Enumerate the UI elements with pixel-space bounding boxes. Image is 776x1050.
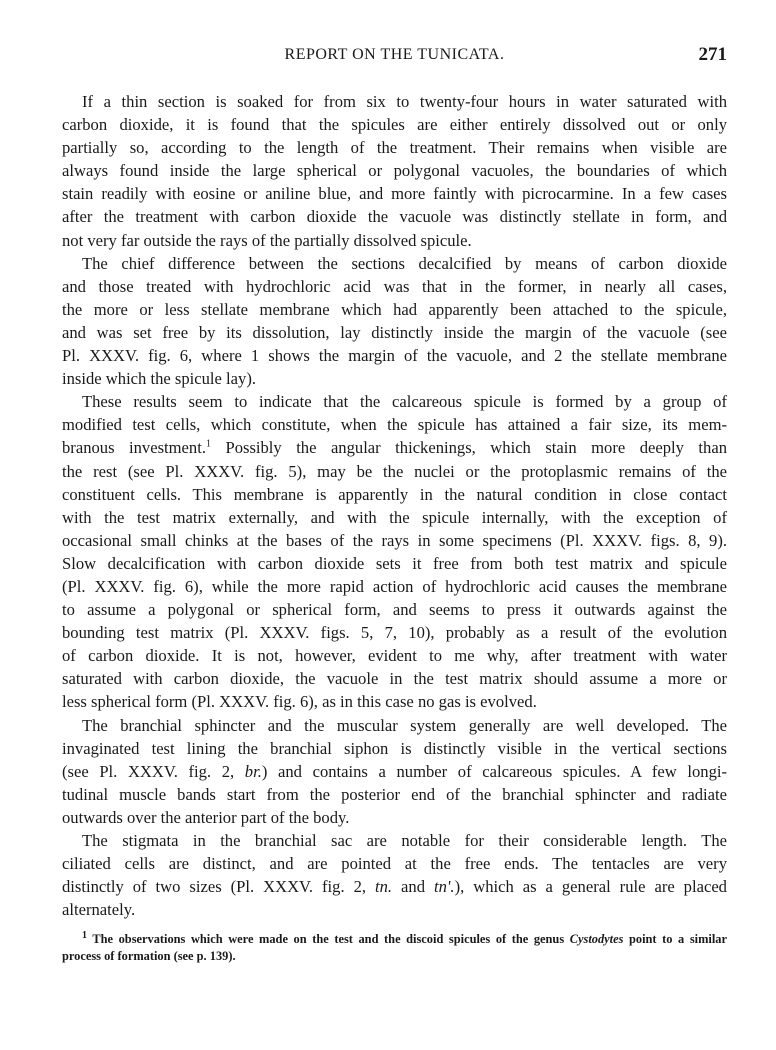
text-segment: the more or less stellate membrane which had apparently been attached to the spicule, xyxy=(62,299,727,319)
text-line xyxy=(62,621,727,644)
paragraph xyxy=(62,90,727,252)
text-line xyxy=(62,667,727,690)
text-line xyxy=(62,714,727,737)
text-segment: The observations which were made on the test and the discoid spicules of the genus xyxy=(87,932,570,946)
italic-text: tn. xyxy=(375,877,393,897)
text-segment: of carbon dioxide. It is not, however, evident to me why, after treatment with water xyxy=(62,646,727,666)
footnote-marker: 1 xyxy=(205,438,211,450)
text-line xyxy=(62,413,727,436)
text-line xyxy=(62,575,727,598)
text-segment: ) and contains a number of calcareous spicules. A few longi- xyxy=(261,761,727,781)
text-line xyxy=(62,644,727,667)
text-line xyxy=(62,229,727,252)
text-line xyxy=(62,159,727,182)
text-line xyxy=(62,298,727,321)
text-segment: always found inside the large spherical or polygonal vacuoles, the boundaries of which xyxy=(62,161,727,181)
text-segment: Slow decalcification with carbon dioxide sets it free from both test matrix and spicule xyxy=(62,553,727,573)
text-line xyxy=(62,252,727,275)
text-line xyxy=(62,898,727,921)
text-line xyxy=(62,367,727,390)
text-line xyxy=(62,113,727,136)
footnote xyxy=(62,931,727,965)
page-number: 271 xyxy=(698,44,727,65)
text-segment: tudinal muscle bands start from the posterior end of the branchial sphincter and radiate xyxy=(62,784,727,804)
text-segment: bounding test matrix (Pl. XXXV. figs. 5, 7, 10), probably as a result of the evolution xyxy=(62,623,727,643)
text-line xyxy=(62,829,727,852)
text-segment: and xyxy=(392,877,434,897)
running-title: REPORT ON THE TUNICATA. xyxy=(284,46,505,63)
text-segment: modified test cells, which constitute, when the spicule has attained a fair size, its mem- xyxy=(62,415,727,435)
text-line xyxy=(62,483,727,506)
italic-text: br. xyxy=(244,761,262,781)
text-segment: The stigmata in the branchial sac are notable for their considerable length. The xyxy=(82,831,727,850)
italic-text: tn'. xyxy=(433,877,455,897)
text-line xyxy=(62,182,727,205)
text-segment: These results seem to indicate that the calcareous spicule is formed by a group of xyxy=(82,392,727,412)
text-segment: ), which as a general rule are placed xyxy=(454,877,727,897)
text-segment: constituent cells. This membrane is apparently in the natural condition in close contact xyxy=(62,484,727,504)
text-line xyxy=(62,136,727,159)
text-line xyxy=(62,321,727,344)
text-line xyxy=(62,205,727,228)
text-segment: If a thin section is soaked for from six to twenty-four hours in water saturated with xyxy=(82,92,727,111)
paragraph xyxy=(62,829,727,921)
text-segment: point to a similar xyxy=(623,932,728,946)
text-segment: saturated with carbon dioxide, the vacuole in the test matrix should assume a more or xyxy=(62,669,727,689)
text-segment: and those treated with hydrochloric acid was that in the former, in nearly all cases, xyxy=(62,276,727,296)
text-line xyxy=(62,552,727,575)
text-segment: stain readily with eosine or aniline blue, and more faintly with picrocarmine. In a few cases xyxy=(62,184,727,204)
text-line xyxy=(62,931,727,948)
text-line xyxy=(62,436,727,459)
text-segment: (see Pl. XXXV. fig. 2, xyxy=(62,761,245,781)
page-header xyxy=(62,44,727,70)
text-segment: and was set free by its dissolution, lay distinctly inside the margin of the vacuole (see xyxy=(62,322,727,342)
text-segment: not very far outside the rays of the partially dissolved spicule. xyxy=(62,230,472,250)
text-line xyxy=(62,506,727,529)
text-segment: after the treatment with carbon dioxide the vacuole was distinctly stellate in form, and xyxy=(62,207,727,227)
text-line xyxy=(62,529,727,552)
text-line xyxy=(62,344,727,367)
text-segment: occasional small chinks at the bases of the rays in some specimens (Pl. XXXV. figs. 8, 9). xyxy=(62,530,727,550)
italic-text: Cystodytes xyxy=(569,932,624,946)
text-line xyxy=(62,275,727,298)
text-segment: Possibly the angular thickenings, which stain more deeply than xyxy=(210,438,727,458)
text-line xyxy=(62,390,727,413)
text-segment: inside which the spicule lay). xyxy=(62,369,257,389)
text-line xyxy=(62,90,727,113)
text-segment: the rest (see Pl. XXXV. fig. 5), may be the nuclei or the protoplasmic remains of the xyxy=(62,461,727,481)
text-line xyxy=(62,875,727,898)
text-line xyxy=(62,737,727,760)
paragraph xyxy=(62,390,727,713)
text-segment: The chief difference between the sections decalcified by means of carbon dioxide xyxy=(82,253,727,273)
text-segment: outwards over the anterior part of the body. xyxy=(62,807,350,827)
text-segment: The branchial sphincter and the muscular system generally are well developed. The xyxy=(82,715,727,735)
text-segment: carbon dioxide, it is found that the spicules are either entirely dissolved out or only xyxy=(62,115,727,135)
text-line xyxy=(62,852,727,875)
text-line xyxy=(62,460,727,483)
text-segment: process of formation (see p. 139). xyxy=(62,949,236,963)
text-segment: to assume a polygonal or spherical form, and seems to press it outwards against the xyxy=(62,600,727,620)
text-segment: less spherical form (Pl. XXXV. fig. 6), as in this case no gas is evolved. xyxy=(62,692,537,712)
text-segment: (Pl. XXXV. fig. 6), while the more rapid action of hydrochloric acid causes the membrane xyxy=(62,576,727,596)
text-line xyxy=(62,806,727,829)
text-segment: ciliated cells are distinct, and are pointed at the free ends. The tentacles are very xyxy=(62,854,727,874)
text-line xyxy=(62,948,727,965)
paragraph xyxy=(62,714,727,829)
text-line xyxy=(62,598,727,621)
text-segment: with the test matrix externally, and with the spicule internally, with the exception of xyxy=(62,507,727,527)
text-segment: invaginated test lining the branchial siphon is distinctly visible in the vertical sections xyxy=(62,738,727,758)
text-line xyxy=(62,690,727,713)
paragraph xyxy=(62,252,727,391)
footnote-marker: 1 xyxy=(82,929,87,941)
text-segment: branous investment. xyxy=(62,438,206,458)
text-segment: alternately. xyxy=(62,900,136,920)
text-line xyxy=(62,783,727,806)
text-line xyxy=(62,760,727,783)
text-segment: distinctly of two sizes (Pl. XXXV. fig. 2, xyxy=(62,877,375,897)
text-segment: Pl. XXXV. fig. 6, where 1 shows the margin of the vacuole, and 2 the stellate membrane xyxy=(62,346,727,366)
body-text xyxy=(62,90,727,921)
text-segment: partially so, according to the length of the treatment. Their remains when visible are xyxy=(62,138,727,158)
